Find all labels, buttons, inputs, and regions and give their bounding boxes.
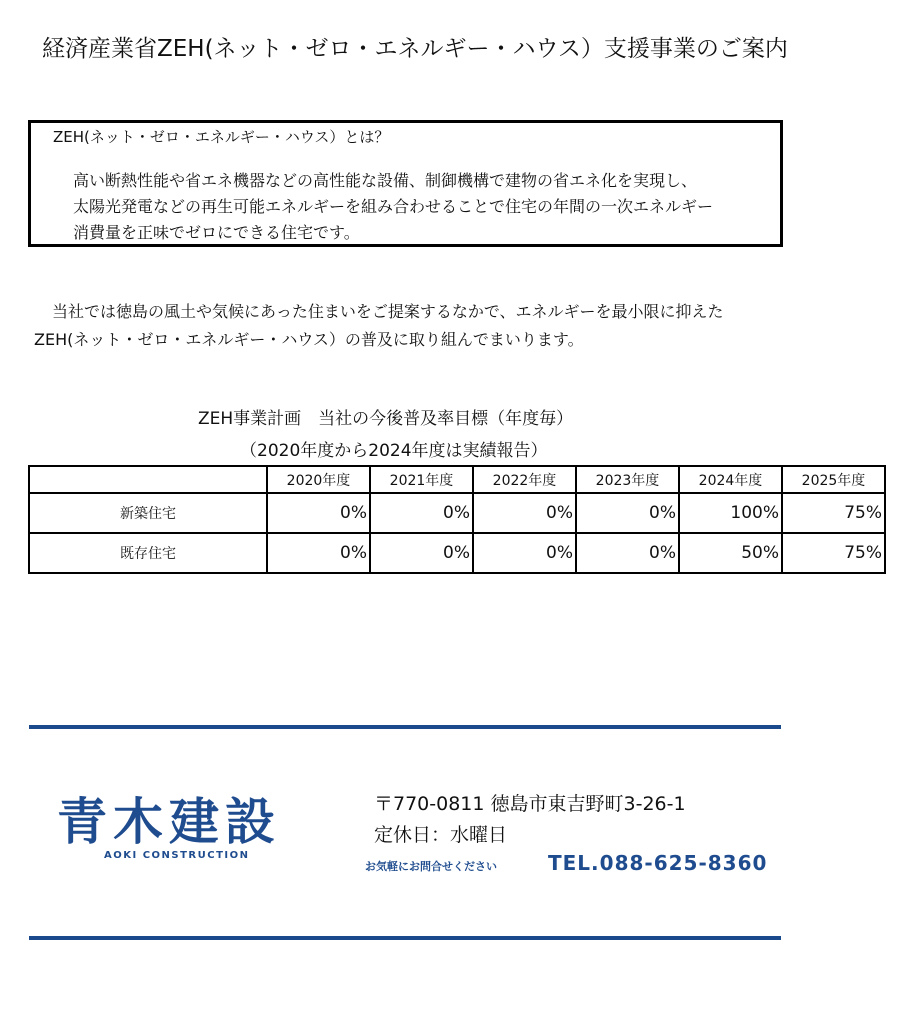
table-cell: 0%	[370, 493, 473, 533]
table-corner-cell	[29, 466, 267, 493]
intro-line: ZEH(ネット・ゼロ・エネルギー・ハウス）の普及に取り組んでまいります。	[34, 330, 584, 349]
table-header-row	[29, 466, 885, 493]
plan-table	[28, 465, 886, 574]
phone-number[interactable]: TEL.088-625-8360	[548, 851, 768, 875]
table-cell: 0%	[267, 533, 370, 573]
table-row	[29, 533, 885, 573]
plan-title: ZEH事業計画 当社の今後普及率目標（年度毎）	[198, 409, 574, 429]
year-header: 2022年度	[473, 466, 576, 493]
year-header: 2023年度	[576, 466, 679, 493]
definition-box	[28, 120, 783, 247]
table-row	[29, 493, 885, 533]
definition-line: 太陽光発電などの再生可能エネルギーを組み合わせることで住宅の年間の一次エネルギー	[73, 197, 714, 216]
table-cell: 0%	[267, 493, 370, 533]
plan-subtitle: （2020年度から2024年度は実績報告）	[240, 441, 548, 461]
table-cell: 75%	[782, 493, 885, 533]
company-address: 〒770-0811 徳島市東吉野町3-26-1	[374, 793, 686, 815]
company-logo-subtitle: AOKI CONSTRUCTION	[104, 850, 250, 861]
table-cell: 0%	[473, 493, 576, 533]
table-cell: 0%	[370, 533, 473, 573]
year-header: 2024年度	[679, 466, 782, 493]
footer-top-rule	[29, 725, 781, 729]
table-cell: 0%	[576, 533, 679, 573]
row-label: 新築住宅	[29, 493, 267, 533]
definition-line: 消費量を正味でゼロにできる住宅です。	[73, 223, 360, 242]
contact-lead: お気軽にお問合せください	[365, 860, 497, 873]
intro-line: 当社では徳島の風土や気候にあった住まいをご提案するなかで、エネルギーを最小限に抑えた	[52, 302, 724, 321]
definition-body	[73, 168, 713, 246]
footer-bottom-rule	[29, 936, 781, 940]
table-cell: 50%	[679, 533, 782, 573]
table-cell: 75%	[782, 533, 885, 573]
year-header: 2020年度	[267, 466, 370, 493]
year-header: 2021年度	[370, 466, 473, 493]
definition-line: 高い断熱性能や省エネ機器などの高性能な設備、制御機構で建物の省エネ化を実現し、	[73, 171, 698, 190]
page-title: 経済産業省ZEH(ネット・ゼロ・エネルギー・ハウス）支援事業のご案内	[42, 36, 788, 62]
year-header: 2025年度	[782, 466, 885, 493]
intro-paragraph	[34, 298, 724, 354]
table-cell: 0%	[473, 533, 576, 573]
table-cell: 0%	[576, 493, 679, 533]
table-cell: 100%	[679, 493, 782, 533]
row-label: 既存住宅	[29, 533, 267, 573]
closed-day: 定休日：水曜日	[374, 824, 508, 846]
company-logo: 青木建設	[57, 792, 281, 851]
definition-heading: ZEH(ネット・ゼロ・エネルギー・ハウス）とは？	[53, 128, 390, 146]
